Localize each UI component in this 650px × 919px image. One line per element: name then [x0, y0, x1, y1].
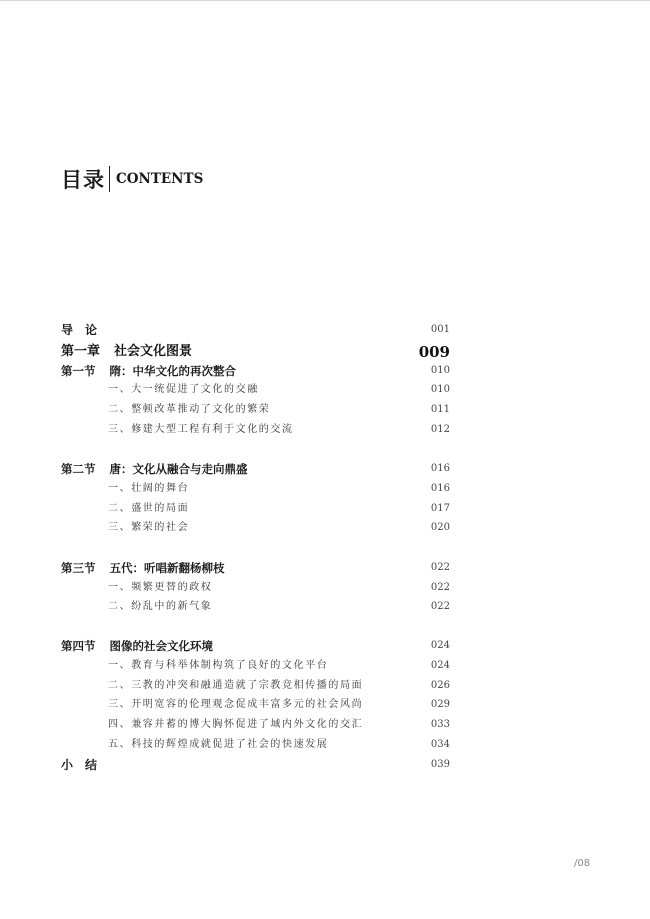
- toc-entry-item[interactable]: [61, 656, 450, 676]
- entry-label: [61, 459, 248, 479]
- entry-label: 二、盛世的局面: [108, 503, 190, 514]
- entry-page: 010: [430, 365, 450, 376]
- entry-label: 三、繁荣的社会: [108, 522, 190, 533]
- entry-label: 小结: [61, 758, 110, 772]
- entry-label: 二、整顿改革推动了文化的繁荣: [108, 404, 271, 415]
- section-number: 第三节: [61, 561, 96, 575]
- toc-entry-item[interactable]: [61, 695, 450, 715]
- entry-page: 020: [430, 522, 450, 533]
- chapter-number: 第一章: [61, 344, 101, 359]
- section-number: 第四节: [61, 639, 96, 653]
- toc-entry-item[interactable]: [61, 420, 450, 440]
- toc-entry-section-1[interactable]: [61, 361, 450, 381]
- toc-entry-item[interactable]: [61, 676, 450, 696]
- section-number: 第一节: [61, 364, 96, 378]
- toc-entry-item[interactable]: [61, 518, 450, 538]
- section-title: 唐：文化从融合与走向鼎盛: [109, 462, 248, 476]
- entry-page: 024: [430, 640, 450, 651]
- entry-label: 五、科技的辉煌成就促进了社会的快速发展: [108, 739, 329, 750]
- entry-page: 033: [430, 719, 450, 730]
- toc-entry-item[interactable]: [61, 499, 450, 519]
- toc-entry-summary[interactable]: [61, 755, 450, 775]
- entry-page: 029: [430, 699, 450, 710]
- entry-page: 022: [430, 582, 450, 593]
- entry-label: 一、频繁更替的政权: [108, 582, 213, 593]
- heading-en: CONTENTS: [116, 171, 204, 187]
- entry-page: 011: [430, 404, 450, 415]
- toc-entry-item[interactable]: [61, 479, 450, 499]
- toc-heading: [61, 164, 203, 194]
- entry-label: [61, 636, 213, 656]
- entry-page: 016: [430, 483, 450, 494]
- entry-page: 001: [430, 324, 450, 335]
- entry-page: 024: [430, 660, 450, 671]
- toc-entry-item[interactable]: [61, 578, 450, 598]
- toc-entry-item[interactable]: [61, 380, 450, 400]
- toc-entry-intro[interactable]: [61, 320, 450, 340]
- entry-label: 二、纷乱中的新气象: [108, 601, 213, 612]
- entry-label: 一、教育与科举体制构筑了良好的文化平台: [108, 660, 329, 671]
- entry-label: 导论: [61, 323, 110, 337]
- entry-page: 022: [430, 601, 450, 612]
- entry-label: 四、兼容并蓄的博大胸怀促进了域内外文化的交汇: [108, 719, 364, 730]
- entry-label: 二、三教的冲突和融通造就了宗教竞相传播的局面: [108, 680, 364, 691]
- toc-entry-section-2[interactable]: [61, 459, 450, 479]
- entry-page: 026: [430, 680, 450, 691]
- toc-entry-item[interactable]: [61, 400, 450, 420]
- entry-label: 一、大一统促进了文化的交融: [108, 384, 259, 395]
- toc-entry-section-3[interactable]: [61, 558, 450, 578]
- entry-label: 三、开明宽容的伦理观念促成丰富多元的社会风尚: [108, 699, 364, 710]
- entry-label: [61, 342, 192, 362]
- entry-page: 034: [430, 739, 450, 750]
- top-border-line: [0, 0, 650, 1]
- toc-entry-item[interactable]: [61, 597, 450, 617]
- entry-label: 一、壮阔的舞台: [108, 483, 190, 494]
- section-title: 五代：听唱新翻杨柳枝: [109, 561, 225, 575]
- heading-divider: [109, 166, 110, 192]
- section-title: 隋：中华文化的再次整合: [109, 364, 236, 378]
- entry-page: 039: [430, 759, 450, 770]
- entry-page: 022: [430, 562, 450, 573]
- chapter-title: 社会文化图景: [114, 344, 193, 359]
- entry-label: 三、修建大型工程有利于文化的交流: [108, 424, 294, 435]
- entry-label: [61, 558, 225, 578]
- entry-page: 012: [430, 424, 450, 435]
- toc-entry-item[interactable]: [61, 715, 450, 735]
- entry-page: 010: [430, 384, 450, 395]
- section-title: 图像的社会文化环境: [109, 639, 213, 653]
- entry-page: 009: [418, 343, 450, 361]
- toc-entry-section-4[interactable]: [61, 636, 450, 656]
- toc-entry-item[interactable]: [61, 735, 450, 755]
- entry-page: 016: [430, 463, 450, 474]
- toc-entry-chapter-1[interactable]: [61, 342, 450, 362]
- entry-page: 017: [430, 503, 450, 514]
- entry-label: [61, 361, 236, 381]
- section-number: 第二节: [61, 462, 96, 476]
- page-number: /08: [574, 858, 591, 869]
- heading-zh: 目录: [61, 167, 105, 192]
